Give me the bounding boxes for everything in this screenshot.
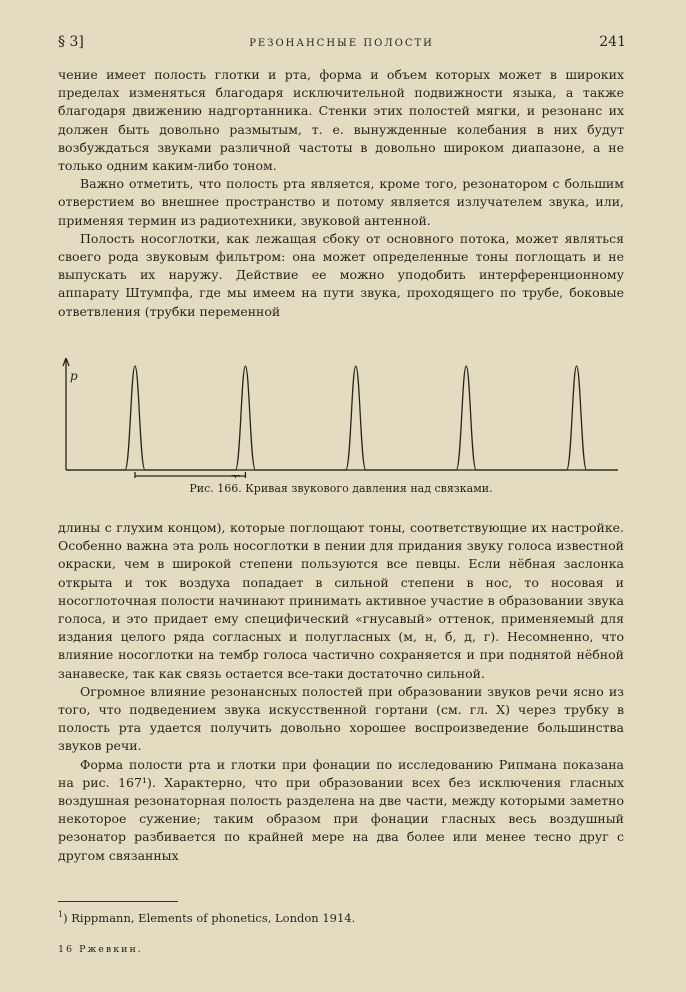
period-label xyxy=(231,473,240,478)
text-block-top xyxy=(58,66,624,321)
text-block-bottom xyxy=(58,519,624,865)
y-axis-label: p xyxy=(70,369,78,383)
running-title: РЕЗОНАНСНЫЕ ПОЛОСТИ xyxy=(249,38,434,49)
page-header xyxy=(58,34,626,50)
paragraph: Полость носоглотки, как лежащая сбоку от основного потока, может являться своего рода звуковым фильтром: она может определенные тоны поглощать и не выпускать их наружу. Действие ее можно уподобить интерференционному аппарату Штумпфа, где мы имеем на пути звука, проходящего по трубе, боковые ответвления (трубки переменной xyxy=(58,230,624,319)
pressure-curve xyxy=(66,366,618,470)
section-marker: § 3] xyxy=(58,34,84,50)
paragraph: Важно отметить, что полость рта является, кроме того, резонатором с большим отверстием во внешнее пространство и потому является излучателем звука, или, применяя термин из радиотехники, звуковой антенной. xyxy=(58,176,624,228)
paragraph: чение имеет полость глотки и рта, форма и объем которых может в широких пределах изменяться благодаря исключительной подвижности языка, а также благодаря движению надгортанника. Стенки этих полостей мягки, и резонанс их должен быть довольно размытым, т. е. вынужденные колебания в них будут возбуждаться звуками различной частоты в довольно широком диапазоне, а не только одним каким-либо тоном. xyxy=(58,67,624,174)
paragraph: длины с глухим концом), которые поглощают тоны, соответствующие их настройке. Особенно важна эта роль носоглотки в пении для придания звуку голоса известной окраски, чем в широкой степени пользуются все певцы. Если нёбная заслонка открыта и ток воздуха попадает в сильной степени в нос, то носовая и носоглоточная полости начинают принимать активное участие в образовании звука голоса, и это придает ему специфический «гнусавый» оттенок, применяемый для издания целого ряда согласных и полугласных (м, н, б, д, г). Несомненно, что влияние носоглотки на тембр голоса частично сохраняется и при поднятой нёбной занавеске, так как связь остается все-таки достаточно сильной. xyxy=(58,520,624,681)
paragraph: Форма полости рта и глотки при фонации по исследованию Рипмана показана на рис. 167¹). Характерно, что при образовании всех без исключения гласных воздушная резонаторная полость разделена на две части, между которыми заметно некоторое сужение; таким образом при фонации гласных весь воздушный резонатор разбивается по крайней мере на два более или менее тесно друг с другом связанных xyxy=(58,756,624,863)
printer-signature: 16 Ржевкин. xyxy=(58,944,143,955)
figure-166 xyxy=(58,358,624,500)
footnote-rule xyxy=(58,901,178,902)
footnote-text: ) Rippmann, Elements of phonetics, London 1914. xyxy=(63,910,356,925)
figure-caption: Рис. 166. Кривая звукового давления над связками. xyxy=(189,482,493,495)
footnote-mark: 1 xyxy=(58,910,64,919)
paragraph: Огромное влияние резонансных полостей при образовании звуков речи ясно из того, что подведением звука искусственной гортани (см. гл. X) через трубку в полость рта удается получить довольно хорошее воспроизведение большинства звуков речи. xyxy=(58,683,624,754)
pressure-curve-chart xyxy=(58,358,624,478)
footnote xyxy=(58,910,355,925)
page-number: 241 xyxy=(599,34,626,50)
